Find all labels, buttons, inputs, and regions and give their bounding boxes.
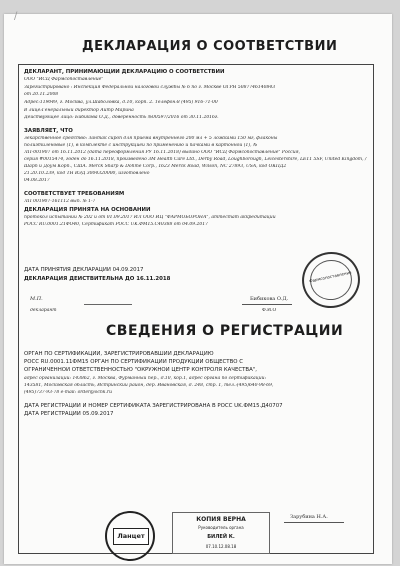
copy-certified-stamp [172, 512, 270, 554]
requirements-line: ЛП 001907-161112 вып. № 1-7 [24, 199, 96, 204]
registration-line: РОСС RU.0001.11ФМ15 ОРГАН ПО СЕРТИФИКАЦИИ ПРОДУКЦИИ ОБЩЕСТВО С [24, 359, 243, 365]
basis-line: РОСС RU.0001.21ФО40, Сертификат РОСС UK.ФМ15.С40388 от 04.09.2017 [24, 222, 208, 227]
registration-line: ОРГАН ПО СЕРТИФИКАЦИИ, ЗАРЕГИСТРИРОВАВШИЙ ДЕКЛАРАЦИЮ [24, 351, 214, 357]
signer-name: Бибикова О.Д. [250, 296, 289, 302]
valid-until: ДЕКЛАРАЦИЯ ДЕЙСТВИТЕЛЬНА ДО 16.11.2018 [24, 276, 171, 282]
registration-line: (495)737-93-78 е-mail: order@ocnk.ru [24, 390, 112, 395]
applicant-line: Действующее лицо: Бибикова О.Д., доверенность №00597/2016 от 30.11.2016г. [24, 115, 219, 120]
applicant-heading: ДЕКЛАРАНТ, ПРИНИМАЮЩИЙ ДЕКЛАРАЦИЮ О СООТВЕТСТВИИ [24, 69, 225, 75]
lancet-label: Ланцет [113, 528, 149, 545]
applicant-line: ООО "ИСЦ Фармсопоставление" [24, 77, 104, 82]
applicant-line: Зарегистрировано : Инспекция Федеральной налоговой службы № 6 по г. Москве ОГРН 5087746140843 [24, 85, 276, 90]
applicant-line: Адрес:119049, г. Москва, ул.Шаболовка, д.10, корп. 2. Телефон:8 (495) 916-71-00 [24, 100, 218, 105]
registered-line: ДАТА РЕГИСТРАЦИИ И НОМЕР СЕРТИФИКАТА ЗАРЕГИСТРИРОВАНА В РОСС UK.ФМ15.Д40707 [24, 403, 283, 409]
signature-line [84, 296, 132, 305]
applicant-line: от 20.11.2008 [24, 92, 59, 97]
requirements-heading: СООТВЕТСТВУЕТ ТРЕБОВАНИЯМ [24, 191, 125, 197]
accepted-date: ДАТА ПРИНЯТИЯ ДЕКЛАРАЦИИ 04.09.2017 [24, 267, 144, 273]
pen-mark-icon: / [14, 11, 18, 22]
registration-line: ОГРАНИЧЕННОЙ ОТВЕТСТВЕННОСТЬЮ "ОКРУЖНОЙ ЦЕНТР КОНТРОЛЯ КАЧЕСТВА", [24, 367, 257, 373]
document-page [4, 11, 392, 564]
head-underline [284, 522, 344, 523]
copy-stamp-line: КОПИЯ ВЕРНА [196, 516, 246, 523]
basis-heading: ДЕКЛАРАЦИЯ ПРИНЯТА НА ОСНОВАНИИ [24, 207, 151, 213]
fio-label: Ф.И.О [262, 308, 277, 313]
registration-title: СВЕДЕНИЯ О РЕГИСТРАЦИИ [106, 323, 344, 339]
claims-line: 21.20.10.239, код ТН ВЭД 3004320000, изготовлено [24, 171, 150, 176]
declaration-title: ДЕКЛАРАЦИЯ О СООТВЕТСТВИИ [82, 39, 338, 54]
registration-line: 143581, Московская область, Истринский район, дер. Ивановская, д. 248, стр. 1, тел.:(495)640-98-69, [24, 383, 274, 388]
declarant-label: декларант [30, 308, 57, 313]
mp-label: М.П. [30, 296, 43, 302]
registration-line: адрес организации: 143862, г. Москва, Фурманный пер., д.10, кор.1, адрес органа по сертификации: [24, 376, 267, 381]
signer-underline [242, 304, 292, 305]
claims-line: Шарп и Доум Корп., США. Merck Sharp & Dohme Corp., 1623 Merck Road, Wilson, NC 27893, USA, код ОКПД2 [24, 164, 287, 169]
applicant-line: В лице:Генеральный директор Аитр Марина [24, 108, 134, 113]
claims-line: 04.08.2017 [24, 178, 50, 183]
claims-line: ЛП-001907 от 16.11.2012 (дата переоформления РУ 16.11.2018) выдано ООО "ИСЦ Фармсопоставление" Россия, [24, 150, 301, 155]
claims-heading: ЗАЯВЛЯЕТ, ЧТО [24, 128, 73, 134]
claims-line: серия #0015474, годен до 16.11.2018, произведено 3M Health Care Ltd., Derby Road, Loughborough, Leicestershire, LE11 5SF, United Kingdom, / [24, 157, 367, 162]
claims-line: полиэтиленовые (1), в комплекте с инструкцией по применению и пачками в картонной (1), № [24, 143, 258, 148]
head-name: Зарубина Н.А. [290, 514, 328, 520]
stamp-text: Фармсопоставление [308, 269, 352, 284]
registration-date: ДАТА РЕГИСТРАЦИИ 05.09.2017 [24, 411, 114, 417]
copy-stamp-line: БИЛЕЙ К. [207, 534, 235, 540]
claims-line: лекарственное средство: Зантак сироп для приема внутреннего 200 мл + 5 ложками 150 мг, флаконы [24, 136, 278, 141]
basis-line: протокол испытаний № 202 и от 01.09.2017 ИЛ ООО ИЦ "ФАРМОБОРОНА", аттестат аккредитации [24, 215, 276, 220]
lancet-stamp [105, 511, 155, 561]
copy-stamp-line: Руководитель органа [198, 525, 244, 530]
copy-stamp-line: 07.10.12.08.18 [205, 544, 237, 549]
